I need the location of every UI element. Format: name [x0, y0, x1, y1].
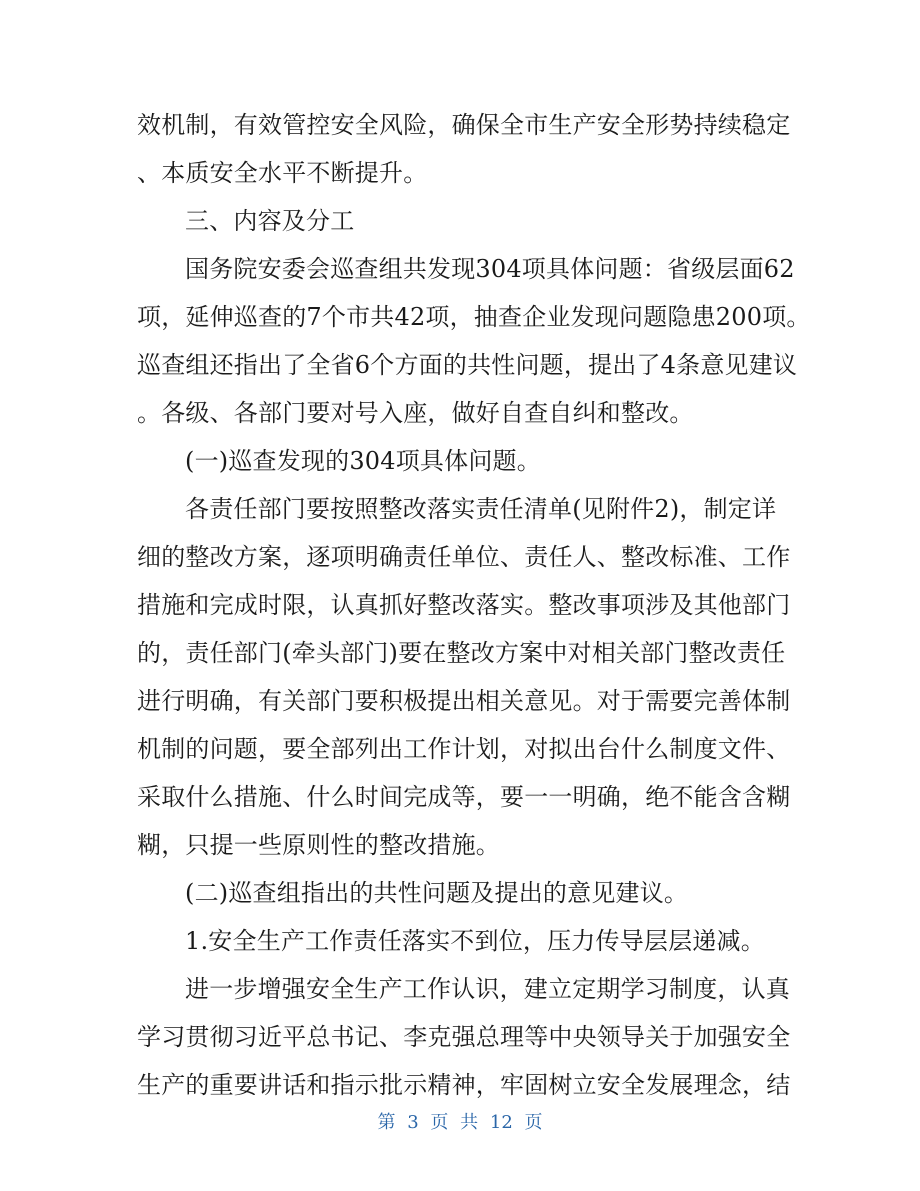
- text-line: 进行明确，有关部门要积极提出相关意见。对于需要完善体制: [137, 687, 791, 715]
- text-line: 生产的重要讲话和指示批示精神，牢固树立安全发展理念，结: [137, 1071, 791, 1099]
- text-line: 进一步增强安全生产工作认识，建立定期学习制度，认真: [185, 975, 790, 1003]
- text-line: 学习贯彻习近平总书记、李克强总理等中央领导关于加强安全: [137, 1023, 791, 1051]
- page-number-footer: [0, 1111, 920, 1135]
- item-heading: 1.安全生产工作责任落实不到位，压力传导层层递减。: [185, 927, 765, 955]
- text-line: 巡查组还指出了全省6个方面的共性问题，提出了4条意见建议: [137, 351, 798, 379]
- text-line: 、本质安全水平不断提升。: [137, 159, 428, 187]
- section-heading: 三、内容及分工: [185, 207, 355, 235]
- text-line: 效机制，有效管控安全风险，确保全市生产安全形势持续稳定: [137, 111, 791, 139]
- text-line: 措施和完成时限，认真抓好整改落实。整改事项涉及其他部门: [137, 591, 791, 619]
- total-page-count: 12: [489, 1112, 513, 1133]
- text-line: 的，责任部门(牵头部门)要在整改方案中对相关部门整改责任: [137, 639, 786, 667]
- footer-total-prefix: 共: [460, 1112, 479, 1133]
- subsection-heading: (二)巡查组指出的共性问题及提出的意见建议。: [185, 879, 689, 907]
- text-line: 国务院安委会巡查组共发现304项具体问题：省级层面62: [185, 255, 795, 283]
- text-line: 采取什么措施、什么时间完成等，要一一明确，绝不能含含糊: [137, 783, 791, 811]
- text-line: 。各级、各部门要对号入座，做好自查自纠和整改。: [137, 399, 694, 427]
- text-line: 各责任部门要按照整改落实责任清单(见附件2)，制定详: [185, 495, 777, 523]
- text-line: 项，延伸巡查的7个市共42项，抽查企业发现问题隐患200项。: [137, 303, 811, 331]
- footer-prefix: 第: [377, 1112, 396, 1133]
- footer-page-label: 页: [430, 1112, 449, 1133]
- text-line: 细的整改方案，逐项明确责任单位、责任人、整改标准、工作: [137, 543, 791, 571]
- footer-total-suffix: 页: [524, 1112, 543, 1133]
- text-line: 糊，只提一些原则性的整改措施。: [137, 831, 500, 859]
- current-page-number: 3: [407, 1112, 419, 1133]
- subsection-heading: (一)巡查发现的304项具体问题。: [185, 447, 541, 475]
- text-line: 机制的问题，要全部列出工作计划，对拟出台什么制度文件、: [137, 735, 791, 763]
